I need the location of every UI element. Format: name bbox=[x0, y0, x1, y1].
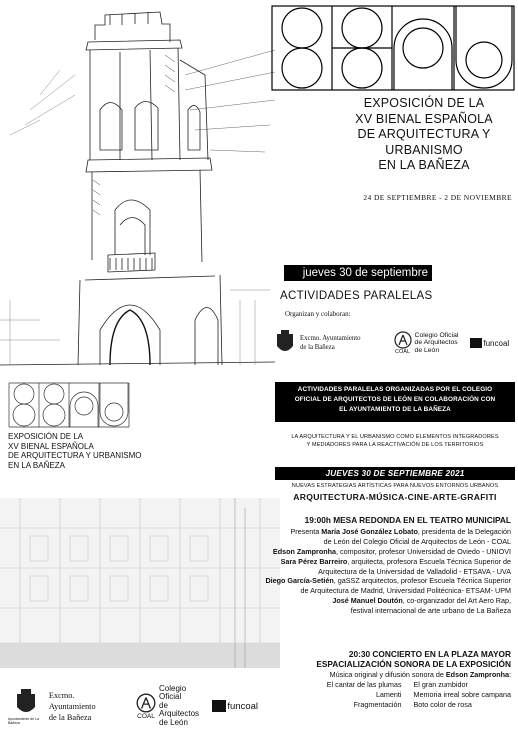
song-list bbox=[240, 680, 511, 710]
coal-line: de León bbox=[159, 717, 188, 727]
coal-line: de Arquitectos bbox=[414, 339, 458, 347]
ayto-line: de la Bañeza bbox=[48, 712, 92, 722]
title-line: EN LA BAÑEZA bbox=[378, 158, 470, 172]
organization-banner bbox=[275, 382, 515, 422]
speaker-1: Presenta María José González Lobato, presidenta de la Delegación bbox=[290, 526, 511, 536]
round-table-section bbox=[240, 516, 511, 616]
sponsors-row-bottom bbox=[8, 683, 258, 727]
ayuntamiento-crest-icon bbox=[275, 328, 295, 358]
coal-name bbox=[415, 332, 459, 355]
ayto-sub: Ayuntamiento de La Bañeza bbox=[8, 717, 40, 725]
ayto-line: Excmo. Ayuntamiento bbox=[300, 335, 361, 342]
song-title: El gran zumbidor bbox=[413, 679, 468, 689]
theme-subtitle bbox=[275, 433, 515, 449]
song-title: Lamenti bbox=[375, 689, 402, 699]
ayuntamiento-crest-icon bbox=[15, 687, 37, 717]
date-banner: jueves 30 de septiembre bbox=[284, 265, 432, 281]
song-title: Fragmentación bbox=[353, 699, 402, 709]
beau-logo bbox=[270, 4, 516, 92]
ayuntamiento-name bbox=[300, 334, 361, 352]
subtitle-line: LA ARQUITECTURA Y EL URBANISMO COMO ELEMENTOS INTEGRADORES bbox=[291, 434, 499, 440]
thursday-banner: JUEVES 30 DE SEPTIEMBRE 2021 bbox=[275, 467, 515, 480]
speaker-4: Diego García-Setién, gaSSZ arquitectos, profesor Escuela Técnica Superior bbox=[265, 576, 511, 586]
funcoal-mark-icon bbox=[470, 338, 482, 348]
parallel-activities-title: ACTIVIDADES PARALELAS bbox=[280, 290, 433, 302]
title-line: EXPOSICIÓN DE LA bbox=[363, 96, 485, 110]
small-title-line: XV BIENAL ESPAÑOLA bbox=[8, 441, 94, 451]
funcoal-text: funcoal bbox=[483, 339, 510, 348]
speaker-5-cont: festival internacional de arte urbano de La Bañeza bbox=[350, 606, 511, 616]
exhibition-title-small bbox=[8, 432, 178, 470]
org-banner-line: EL AYUNTAMIENTO DE LA BAÑEZA bbox=[339, 406, 451, 413]
coal-line: Colegio Oficial bbox=[414, 331, 459, 339]
ayto-line: Excmo. Ayuntamiento bbox=[48, 690, 96, 711]
funcoal-text: funcoal bbox=[227, 701, 258, 712]
tower-sketch bbox=[0, 0, 275, 372]
exhibition-dates: 24 DE SEPTIEMBRE - 2 DE NOVIEMBRE bbox=[363, 193, 512, 202]
song-title: El cantar de las plumas bbox=[326, 679, 402, 689]
concert-heading: 20:30 CONCIERTO EN LA PLAZA MAYOR bbox=[348, 649, 511, 659]
small-title-line: EN LA BAÑEZA bbox=[8, 460, 65, 470]
coal-line: de León bbox=[414, 346, 440, 354]
concert-subheading: ESPACIALIZACIÓN SONORA DE LA EXPOSICIÓN bbox=[316, 658, 511, 669]
sponsors-row-top bbox=[275, 326, 515, 360]
round-table-heading: 19:00h MESA REDONDA EN EL TEATRO MUNICIPAL bbox=[304, 515, 511, 525]
ayto-line: de la Bañeza bbox=[300, 344, 335, 351]
org-banner-line: OFICIAL DE ARQUITECTOS DE LEÓN EN COLABORACIÓN CON bbox=[294, 396, 496, 403]
small-title-line: DE ARQUITECTURA Y URBANISMO bbox=[8, 451, 142, 460]
coal-acronym: COAL bbox=[137, 712, 155, 720]
speaker-3-cont: Arquitectura de la Universidad de Valladolid - ETSAVA - UVA bbox=[318, 566, 511, 576]
concert-intro: Música original y difusión sonora de Edson Zampronha: bbox=[329, 669, 511, 679]
exhibition-title bbox=[330, 96, 518, 174]
title-line: DE ARQUITECTURA Y bbox=[357, 127, 491, 141]
strategies-line: NUEVAS ESTRATEGIAS ARTÍSTICAS PARA NUEVOS ENTORNOS URBANOS bbox=[291, 483, 499, 489]
organizers-label: Organizan y colaboran: bbox=[285, 310, 351, 318]
coal-line: de Arquitectos bbox=[159, 700, 200, 719]
title-line: XV BIENAL ESPAÑOLA bbox=[355, 111, 493, 126]
speaker-1-cont: de León del Colegio Oficial de Arquitectos de León - COAL bbox=[323, 536, 511, 546]
funcoal-logo bbox=[470, 338, 509, 348]
funcoal-logo bbox=[212, 700, 258, 712]
speaker-5: José Manuel Doutón, co-organizador del Art Aero Rap, bbox=[332, 596, 511, 606]
title-line: URBANISMO bbox=[385, 142, 463, 157]
concert-section bbox=[240, 650, 511, 709]
coal-emblem-icon bbox=[393, 331, 413, 349]
funcoal-mark-icon bbox=[212, 700, 226, 712]
coal-logo bbox=[135, 693, 157, 720]
disciplines-line: ARQUITECTURA-MÚSICA-CINE-ARTE-GRAFITI bbox=[293, 492, 497, 502]
coal-emblem-icon bbox=[135, 693, 157, 713]
speaker-4-cont: de Arquitectura de Madrid, Universidad Politécnica- ETSAM- UPM bbox=[300, 586, 511, 596]
org-banner-line: ACTIVIDADES PARALELAS ORGANIZADAS POR EL COLEGIO bbox=[297, 386, 493, 393]
speaker-2: Edson Zampronha, compositor, profesor Universidad de Oviedo - UNIOVI bbox=[272, 546, 511, 556]
coal-acronym: COAL bbox=[395, 349, 411, 355]
subtitle-line: Y MEDIADORES PARA LA REACTIVACIÓN DE LOS TERRITORIOS bbox=[306, 442, 484, 448]
coal-line: Colegio Oficial bbox=[159, 683, 187, 702]
song-title: Memoria irreal sobre campana bbox=[413, 689, 511, 699]
coal-logo bbox=[393, 331, 413, 355]
ayuntamiento-name bbox=[49, 690, 111, 723]
coal-name bbox=[159, 685, 202, 728]
small-title-line: EXPOSICIÓN DE LA bbox=[8, 432, 84, 441]
ayuntamiento-logo bbox=[8, 687, 45, 725]
speaker-3: Sara Pérez Barreiro, arquitecta, profesora Escuela Técnica Superior de bbox=[280, 556, 511, 566]
beau-logo-small bbox=[8, 382, 130, 428]
song-title: Boto color de rosa bbox=[413, 699, 472, 709]
building-background-sketch bbox=[0, 478, 280, 678]
